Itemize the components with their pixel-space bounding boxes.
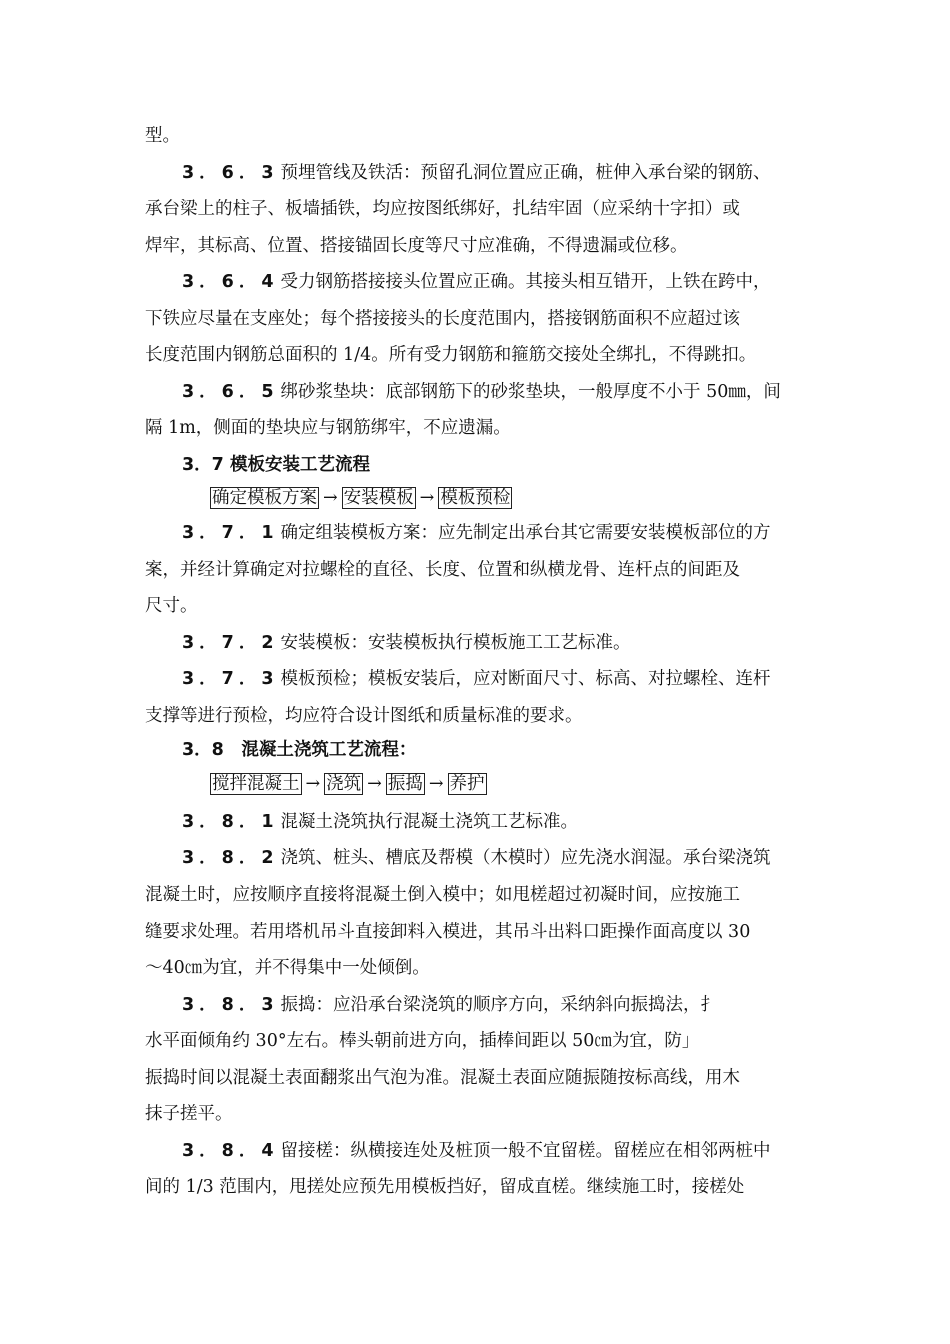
clause-3-8-1: 3．8．1 混凝土浇筑执行混凝土浇筑工艺标准。 [182,812,579,832]
flow-step: 振捣 [387,774,423,794]
clause-number: 3．6．3 [182,163,279,183]
section-heading-3-7: 3．7 模板安装工艺流程 [182,455,370,475]
text-line: 水平面倾角约 30°左右。棒头朝前进方向，插棒间距以 50㎝为宜，防」 [145,1031,700,1051]
flow-step: 搅拌混凝土 [212,774,300,794]
flow-arrow-icon: → [428,774,444,794]
flow-arrow-icon: → [419,488,435,508]
clause-3-8-2: 3．8．2 浇筑、桩头、槽底及帮模（木模时）应先浇水润湿。承台梁浇筑 [182,848,771,868]
flow-step: 确定模板方案 [212,488,317,508]
text-line: 承台梁上的柱子、板墙插铁，均应按图纸绑好，扎结牢固（应采纳十字扣）或 [145,199,740,219]
text-line: 尺寸。 [145,596,198,616]
text-line: 混凝土时，应按顺序直接将混凝土倒入模中；如甩槎超过初凝时间，应按施工 [145,885,740,905]
clause-number: 3．7．2 [182,633,279,653]
flow-chart-concrete [210,772,487,796]
clause-3-8-4: 3．8．4 留接槎：纵横接连处及桩顶一般不宜留槎。留槎应在相邻两桩中 [182,1141,771,1161]
flow-chart-formwork [210,486,512,510]
clause-3-6-5: 3．6．5 绑砂浆垫块：底部钢筋下的砂浆垫块，一般厚度不小于 50㎜，间 [182,382,781,402]
clause-3-6-4: 3．6．4 受力钢筋搭接接头位置应正确。其接头相互错开，上铁在跨中， [182,272,771,292]
clause-3-8-3: 3．8．3 振捣：应沿承台梁浇筑的顺序方向，采纳斜向振捣法，扌 [182,995,719,1015]
text-line: 长度范围内钢筋总面积的 1/4。所有受力钢筋和箍筋交接处全绑扎，不得跳扣。 [145,345,757,365]
clause-3-6-3: 3．6．3 预埋管线及铁活：预留孔洞位置应正确，桩伸入承台梁的钢筋、 [182,163,771,183]
clause-number: 3．8．3 [182,995,279,1015]
clause-3-7-2: 3．7．2 安装模板：安装模板执行模板施工工艺标准。 [182,633,631,653]
text-line: 案，并经计算确定对拉螺栓的直径、长度、位置和纵横龙骨、连杆点的间距及 [145,560,740,580]
clause-number: 3．8．1 [182,812,279,832]
clause-number: 3．7．3 [182,669,279,689]
clause-number: 3．7．1 [182,523,279,543]
clause-number: 3．8．4 [182,1141,279,1161]
text-line: 缝要求处理。若用塔机吊斗直接卸料入模进，其吊斗出料口距操作面高度以 30 [145,922,751,942]
text-line: 间的 1/3 范围内，甩搓处应预先用模板挡好，留成直槎。继续施工时，接槎处 [145,1177,745,1197]
flow-step: 安装模板 [343,488,414,508]
section-heading-3-8: 3．8 混凝土浇筑工艺流程： [182,740,417,760]
flow-step: 养护 [449,774,485,794]
clause-number: 3．6．4 [182,272,279,292]
flow-arrow-icon: → [305,774,321,794]
clause-number: 3．6．5 [182,382,279,402]
clause-3-7-1: 3．7．1 确定组装模板方案：应先制定出承台其它需要安装模板部位的方 [182,523,771,543]
text-line: 隔 1m，侧面的垫块应与钢筋绑牢，不应遗漏。 [145,418,511,438]
flow-arrow-icon: → [323,488,338,508]
flow-step: 浇筑 [326,774,362,794]
flow-arrow-icon: → [367,774,382,794]
text-line: 振捣时间以混凝土表面翻浆出气泡为准。混凝土表面应随振随按标高线，用木 [145,1068,740,1088]
clause-3-7-3: 3．7．3 模板预检；模板安装后，应对断面尺寸、标高、对拉螺栓、连杆 [182,669,771,689]
text-line: 支撑等进行预检，均应符合设计图纸和质量标准的要求。 [145,706,583,726]
text-line: 焊牢，其标高、位置、搭接锚固长度等尺寸应准确，不得遗漏或位移。 [145,236,688,256]
text-line: 型。 [145,126,180,146]
clause-number: 3．8．2 [182,848,279,868]
text-line: ～40㎝为宜，并不得集中一处倾倒。 [145,958,430,978]
text-line: 下铁应尽量在支座处；每个搭接接头的长度范围内，搭接钢筋面积不应超过该 [145,309,740,329]
text-line: 抹子搓平。 [145,1104,233,1124]
flow-step: 模板预检 [440,488,511,508]
